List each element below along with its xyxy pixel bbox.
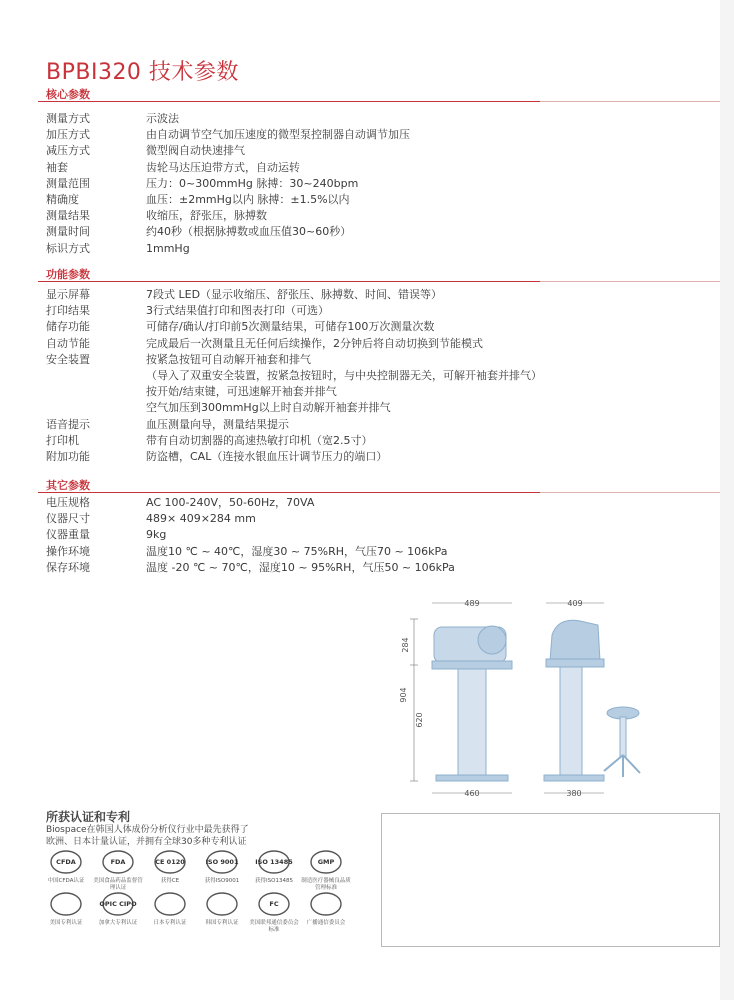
param-label: 仪器尺寸 [46, 512, 90, 526]
cert-logo-icon [202, 848, 242, 876]
param-label [46, 400, 146, 416]
param-row [46, 303, 542, 319]
cert-caption: 获得ISO13485 [255, 878, 293, 884]
param-row [46, 208, 410, 224]
cert-item [196, 848, 248, 885]
param-row [46, 192, 410, 208]
dim-stand-height: 620 [415, 712, 424, 728]
cert-item [300, 890, 352, 927]
param-value: 防盗槽，CAL（连接水银血压计调节压力的端口） [146, 450, 388, 464]
cert-caption: 美国联邦通信委员会标准 [249, 920, 299, 933]
section-heading-function: 功能参数 [46, 268, 90, 281]
param-label: 储存功能 [46, 320, 90, 334]
cert-logo-text: OPIC CIPO [99, 900, 137, 908]
param-row [46, 433, 542, 449]
dim-device-height: 284 [401, 637, 410, 653]
param-value: 3行式结果值打印和图表打印（可选） [146, 304, 329, 318]
param-label: 安全装置 [46, 352, 90, 366]
param-label: 自动节能 [46, 336, 90, 350]
param-value: 可储存/确认/打印前5次测量结果，可储存100万次测量次数 [146, 320, 435, 334]
cert-item [300, 848, 352, 892]
device-dimension-drawing [400, 595, 615, 805]
param-value: 9kg [146, 528, 167, 542]
param-row [46, 368, 542, 384]
param-label: 电压规格 [46, 496, 90, 509]
param-row [46, 511, 455, 527]
cert-logo-text: FC [269, 900, 279, 908]
cert-logo-text: GMP [317, 858, 335, 866]
param-row [46, 143, 410, 159]
empty-note-box [381, 813, 720, 947]
param-label: 仪器重量 [46, 528, 90, 542]
cert-caption: 美国专利认证 [49, 920, 83, 926]
cert-item [40, 890, 92, 927]
cert-caption: 美国食品药品监督管理认证 [93, 878, 143, 891]
cert-item [248, 848, 300, 885]
param-row [46, 319, 542, 335]
page-title: BPBI320 技术参数 [46, 60, 239, 85]
param-row [46, 287, 542, 303]
cert-logo-text: FDA [110, 858, 126, 866]
param-row [46, 224, 410, 240]
param-label: 测量范围 [46, 176, 90, 190]
cert-logo-text: CE 0120 [155, 858, 185, 866]
param-value: 温度 -20 ℃ ~ 70℃，湿度10 ~ 95%RH，气压50 ~ 106kPa [146, 560, 455, 574]
cert-logo-icon [150, 848, 190, 876]
param-value: 按开始/结束键，可迅速解开袖套并排气 [146, 385, 337, 399]
param-label: 打印机 [46, 433, 79, 447]
cert-caption: 获得ISO9001 [204, 878, 240, 884]
param-row [46, 417, 542, 433]
param-value: 完成最后一次测量且无任何后续操作，2分钟后将自动切换到节能模式 [146, 336, 483, 350]
param-label: 减压方式 [46, 144, 90, 158]
section-heading-core: 核心参数 [46, 88, 90, 101]
param-row [46, 544, 455, 560]
param-row [46, 560, 455, 576]
param-label: 测量方式 [46, 112, 90, 125]
param-row [46, 527, 455, 543]
param-value: 按紧急按钮可自动解开袖套和排气 [146, 352, 311, 366]
cert-logo-icon [306, 890, 346, 918]
cert-caption: 加拿大专利认证 [98, 920, 138, 926]
cert-logo-text: ISO 13485 [255, 858, 293, 866]
param-value: 带有自动切割器的高速热敏打印机（宽2.5寸） [146, 433, 373, 447]
cert-logo-text: CFDA [56, 858, 76, 866]
cert-item [40, 848, 92, 885]
certs-description: Biospace在韩国人体成份分析仪行业中最先获得了欧洲、日本计量认证，并拥有全球30多种专利认证 [46, 825, 249, 847]
section-rule [38, 101, 540, 102]
param-value: 齿轮马达压迫带方式，自动运转 [146, 160, 300, 174]
param-label: 打印结果 [46, 304, 90, 318]
dim-top-side: 409 [567, 599, 583, 608]
param-row [46, 176, 410, 192]
param-value: （导入了双重安全装置，按紧急按钮时，与中央控制器无关，可解开袖套并排气） [146, 369, 542, 383]
param-label: 加压方式 [46, 128, 90, 142]
cert-caption: 获得CE [160, 878, 180, 884]
param-value: 收缩压，舒张压，脉搏数 [146, 209, 267, 223]
cert-logo-icon [254, 890, 294, 918]
param-label: 袖套 [46, 160, 68, 174]
cert-item [144, 848, 196, 885]
cert-caption: 制造医疗器械良品质管理标准 [301, 878, 351, 891]
param-value: 空气加压到300mmHg以上时自动解开袖套并排气 [146, 401, 391, 415]
cert-item [196, 890, 248, 927]
cert-caption: 广播通信委员会 [306, 920, 346, 926]
cert-item [144, 890, 196, 927]
param-label: 标识方式 [46, 241, 90, 255]
cert-logo-icon [254, 848, 294, 876]
param-row [46, 449, 542, 465]
param-row [46, 495, 455, 511]
param-row [46, 352, 542, 368]
section-rule-extension [540, 281, 720, 282]
stool-drawing [604, 707, 640, 777]
param-value: 压力：0~300mmHg 脉搏：30~240bpm [146, 176, 359, 190]
cert-item [92, 848, 144, 892]
function-params-list [46, 287, 542, 465]
cert-logo-icon [150, 890, 190, 918]
cert-logo-text: ISO 9001 [205, 858, 239, 866]
param-label: 语音提示 [46, 417, 90, 431]
cert-item [248, 890, 300, 934]
param-value: 示波法 [146, 112, 179, 125]
core-params-list [46, 111, 410, 257]
cert-caption: 日本专利认证 [153, 920, 187, 926]
param-value: 由自动调节空气加压速度的微型泵控制器自动调节加压 [146, 128, 410, 142]
section-heading-other: 其它参数 [46, 479, 90, 492]
cert-logo-icon [46, 848, 86, 876]
param-label [46, 384, 146, 400]
section-rule-extension [540, 101, 720, 102]
param-label: 显示屏幕 [46, 288, 90, 301]
other-params-list [46, 495, 455, 576]
section-rule [38, 281, 540, 282]
cert-logo-icon [46, 890, 86, 918]
certs-title: 所获认证和专利 [46, 810, 131, 824]
param-label: 测量结果 [46, 209, 90, 223]
param-row [46, 336, 542, 352]
cert-logo-icon [202, 890, 242, 918]
section-rule-extension [540, 492, 720, 493]
param-label [46, 368, 146, 384]
param-row [46, 241, 410, 257]
dim-top-front: 489 [464, 599, 480, 608]
param-label: 精确度 [46, 193, 79, 207]
front-view-device [432, 626, 512, 781]
param-row [46, 127, 410, 143]
side-view-device [544, 620, 604, 781]
param-value: 血压：±2mmHg以内 脉搏：±1.5%以内 [146, 193, 350, 207]
param-value: 489× 409×284 mm [146, 512, 256, 526]
cert-caption: 中国CFDA认证 [47, 878, 85, 884]
param-row [46, 400, 542, 416]
param-row [46, 384, 542, 400]
param-value: 约40秒（根据脉搏数或血压值30~60秒） [146, 225, 352, 239]
dim-base-side: 380 [566, 789, 582, 798]
param-value: 1mmHg [146, 241, 190, 255]
cert-logo-icon [306, 848, 346, 876]
param-label: 附加功能 [46, 450, 90, 464]
param-value: 7段式 LED（显示收缩压、舒张压、脉搏数、时间、错误等） [146, 288, 443, 301]
param-label: 测量时间 [46, 225, 90, 239]
param-row [46, 160, 410, 176]
param-value: 微型阀自动快速排气 [146, 144, 245, 158]
dim-total-height: 904 [399, 687, 408, 703]
param-row [46, 111, 410, 127]
param-value: AC 100-240V，50-60Hz，70VA [146, 496, 315, 509]
section-rule [38, 492, 540, 493]
param-label: 操作环境 [46, 544, 90, 558]
cert-item [92, 890, 144, 927]
cert-logo-icon [98, 890, 138, 918]
cert-logo-icon [98, 848, 138, 876]
param-value: 温度10 ℃ ~ 40℃，湿度30 ~ 75%RH，气压70 ~ 106kPa [146, 544, 448, 558]
param-label: 保存环境 [46, 560, 90, 574]
dim-base-front: 460 [464, 789, 480, 798]
page-edge [720, 0, 734, 1000]
param-value: 血压测量向导，测量结果提示 [146, 417, 289, 431]
cert-caption: 韩国专利认证 [205, 920, 239, 926]
